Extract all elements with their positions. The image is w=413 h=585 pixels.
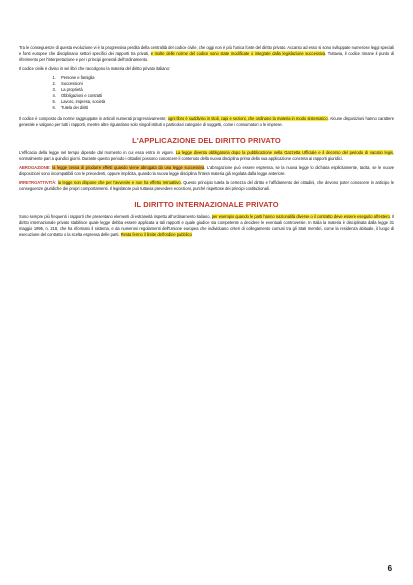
body-paragraph: L'efficacia della legge nel tempo dipende dal momento in cui essa entra in vigore. La legge diventa obbligatoria dopo la pubblicazione nella Gazzetta Ufficiale e il decorso del periodo di vacatio legis, normalmente pari a quindici giorni. Durante questo periodo i cittadini possono conoscere il contenuto della nuova disciplina prima della sua applicazione concreta ai rapporti giuridici. — [19, 149, 394, 161]
list-item: 2. Successioni — [57, 81, 394, 87]
highlight: per esempio quando le parti hanno nazionalità diverse o il contratto deve essere eseguito all'estero — [211, 213, 390, 219]
body-paragraph: Il codice è composto da norme raggruppate in articoli numerati progressivamente; ogni libro è suddiviso in titoli, capi e sezioni, che ordinano la materia in modo sistematico. Alcune disposizioni hanno carattere generale e valgono per tutti i rapporti, mentre altre riguardano solo singoli istituti o particolari categorie di soggetti, come i consumatori o le imprese. — [19, 115, 394, 127]
highlight: La legge diventa obbligatoria dopo la pubblicazione nella Gazzetta Ufficiale e il decorso del periodo di vacatio legis — [175, 149, 393, 155]
body-paragraph: Sono sempre più frequenti i rapporti che presentano elementi di estraneità rispetto all'ordinamento italiano, per esempio quando le parti hanno nazionalità diverse o il contratto deve essere eseguito all'estero. Il diritto internazionale privato stabilisce quale legge debba essere applicata a tali rapporti e quale giudice sia competente a decidere le eventuali controversie. In Italia la materia è disciplinata dalla legge 31 maggio 1995, n. 218, che ha riformato il sistema, e da numerosi regolamenti dell'Unione europea che individuano criteri di collegamento comuni tra gli Stati membri, come la residenza abituale, il luogo di esecuzione del contratto o la scelta espressa delle parti. Resta fermo il limite dell'ordine pubblico — [19, 213, 395, 237]
list-item: 5. Lavoro, impresa, società — [57, 99, 394, 105]
highlight: la legge non dispone che per l'avvenire e non ha effetto retroattivo — [57, 179, 181, 185]
list-item: 3. La proprietà — [57, 87, 394, 93]
intro-paragraph: Tra le conseguenze di questa evoluzione vi è la progressiva perdita della centralità del codice civile, che oggi non è più l'unica fonte del diritto privato. Accanto ad esso si sono sviluppate numerose leggi speciali e fonti europee che disciplinano settori specifici dei rapporti tra privati, e molte delle norme del codice sono state modificate o integrate dalla legislazione successiva. Tuttavia, il codice rimane il punto di riferimento per l'interpretazione e per i principi generali dell'ordinamento. — [19, 45, 394, 62]
section-heading: L'APPLICAZIONE DEL DIRITTO PRIVATO — [132, 135, 281, 145]
term-label: ABROGAZIONE — [19, 164, 50, 170]
section-heading: IL DIRITTO INTERNAZIONALE PRIVATO — [134, 199, 279, 209]
highlight: ogni libro è suddiviso in titoli, capi e sezioni, che ordinano la materia in modo sistematico — [167, 115, 328, 121]
list-intro: Il codice civile è diviso in sei libri che raccolgono la materia del diritto privato italiano: — [19, 66, 171, 71]
page-number: 6 — [387, 564, 392, 573]
highlight: Resta fermo il limite dell'ordine pubblico — [120, 231, 192, 237]
term-label: IRRETROATTIVITÀ — [19, 179, 56, 185]
list-item: 1. Persone e famiglia — [57, 75, 394, 81]
numbered-list — [19, 75, 394, 112]
list-item: 6. Tutela dei diritti — [57, 105, 394, 111]
highlight: la legge cessa di produrre effetti quando viene abrogata da una legge successiva — [52, 164, 205, 170]
list-item: 4. Obbligazioni e contratti — [57, 93, 394, 99]
body-paragraph: IRRETROATTIVITÀ: la legge non dispone che per l'avvenire e non ha effetto retroattivo. Questo principio tutela la certezza del diritto e l'affidamento dei cittadini, che devono poter conoscere in anticipo le conseguenze giuridiche dei propri comportamenti. Il legislatore può tuttavia prevedere eccezioni, purché rispettose dei principi costituzionali. — [19, 179, 395, 191]
highlight: e molte delle norme del codice sono state modificate o integrate dalla legislazione successiva — [150, 51, 326, 56]
body-paragraph: ABROGAZIONE: la legge cessa di produrre effetti quando viene abrogata da una legge successiva. L'abrogazione può essere espressa, se la nuova legge lo dichiara esplicitamente, tacita, se le nuove disposizioni sono incompatibili con le precedenti, oppure implicita, quando la nuova legge disciplina l'intera materia già regolata dalla legge anteriore. — [19, 164, 394, 176]
